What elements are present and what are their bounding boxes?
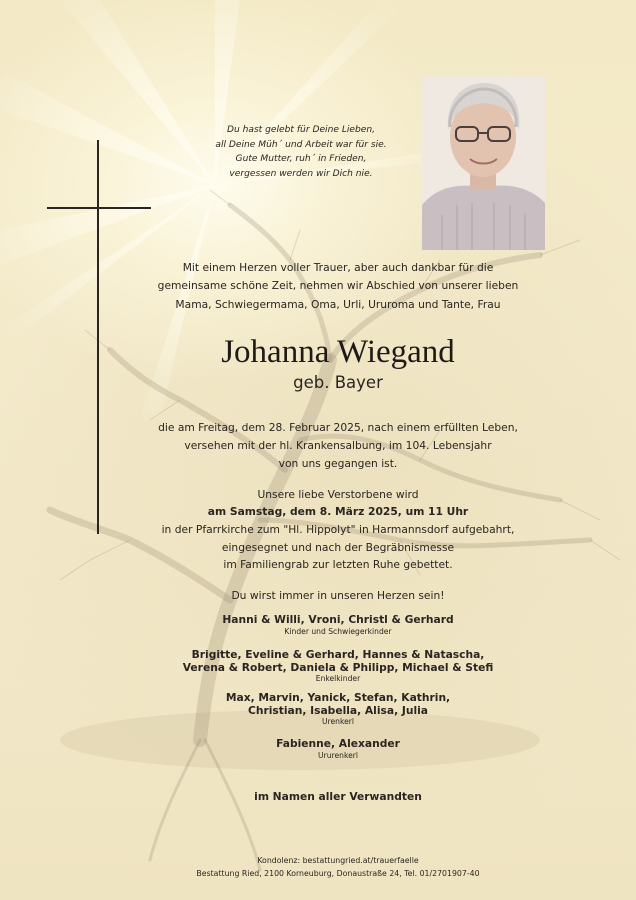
mourner-names: Brigitte, Eveline & Gerhard, Hannes & Natascha, — [191, 648, 485, 661]
mourner-group-great-grandchildren — [150, 691, 526, 717]
funeral-line: im Familiengrab zur letzten Ruhe gebettet. — [223, 558, 453, 571]
cross-vertical — [97, 140, 99, 534]
condolence-link[interactable]: Kondolenz: bestattungried.at/trauerfaelle — [257, 856, 419, 865]
mourner-group-great-great-grandchildren — [150, 737, 526, 750]
on-behalf-line: im Namen aller Verwandten — [254, 790, 422, 803]
mourner-group-children — [150, 613, 526, 626]
cross-horizontal — [47, 207, 151, 209]
mourner-names: Max, Marvin, Yanick, Stefan, Kathrin, — [225, 691, 451, 704]
mourner-group-grandchildren — [150, 648, 526, 674]
mourner-role: Ururenkerl — [318, 751, 358, 760]
mourner-names: Christian, Isabella, Alisa, Julia — [248, 704, 428, 717]
mourner-role: Enkelkinder — [315, 674, 361, 683]
maiden-name: geb. Bayer — [293, 373, 383, 392]
funeral-line: eingesegnet und nach der Begräbnismesse — [221, 540, 455, 554]
intro-line: gemeinsame schöne Zeit, nehmen wir Abschied von unserer lieben — [157, 279, 519, 293]
funeral-date: am Samstag, dem 8. März 2025, um 11 Uhr — [207, 505, 469, 518]
mourner-role: Kinder und Schwiegerkinder — [284, 627, 392, 636]
poem-line: Gute Mutter, ruh´ in Frieden, — [235, 154, 367, 164]
mourner-names: Verena & Robert, Daniela & Philipp, Michael & Stefi — [182, 661, 494, 674]
mourner-role: Urenkerl — [321, 717, 355, 726]
footer — [150, 855, 526, 880]
death-notice — [150, 419, 526, 474]
poem-line: all Deine Müh´ und Arbeit war für sie. — [215, 139, 387, 150]
intro-line: Mit einem Herzen voller Trauer, aber auch dankbar für die — [182, 261, 494, 274]
poem-line: vergessen werden wir Dich nie. — [229, 168, 373, 179]
intro-text — [150, 259, 526, 314]
funeral-details — [150, 521, 526, 574]
portrait-photo — [422, 75, 545, 250]
heart-message: Du wirst immer in unseren Herzen sein! — [231, 589, 445, 602]
death-line: von uns gegangen ist. — [278, 457, 398, 471]
death-line: die am Freitag, dem 28. Februar 2025, nach einem erfüllten Leben, — [158, 421, 518, 434]
intro-line: Mama, Schwiegermama, Oma, Urli, Ururoma und Tante, Frau — [175, 297, 501, 311]
mourner-names: Hanni & Willi, Vroni, Christl & Gerhard — [222, 613, 454, 626]
funeral-line: in der Pfarrkirche zum "Hl. Hippolyt" in Harmannsdorf aufgebahrt, — [161, 523, 515, 536]
poem-line: Du hast gelebt für Deine Lieben, — [226, 125, 376, 135]
death-line: versehen mit der hl. Krankensalbung, im 104. Lebensjahr — [184, 439, 492, 453]
funeral-intro: Unsere liebe Verstorbene wird — [257, 488, 419, 501]
deceased-name: Johanna Wiegand — [221, 334, 455, 370]
poem — [196, 123, 406, 181]
mourner-names: Fabienne, Alexander — [276, 737, 400, 750]
funeral-home-address: Bestattung Ried, 2100 Korneuburg, Donaustraße 24, Tel. 01/2701907-40 — [196, 868, 480, 878]
